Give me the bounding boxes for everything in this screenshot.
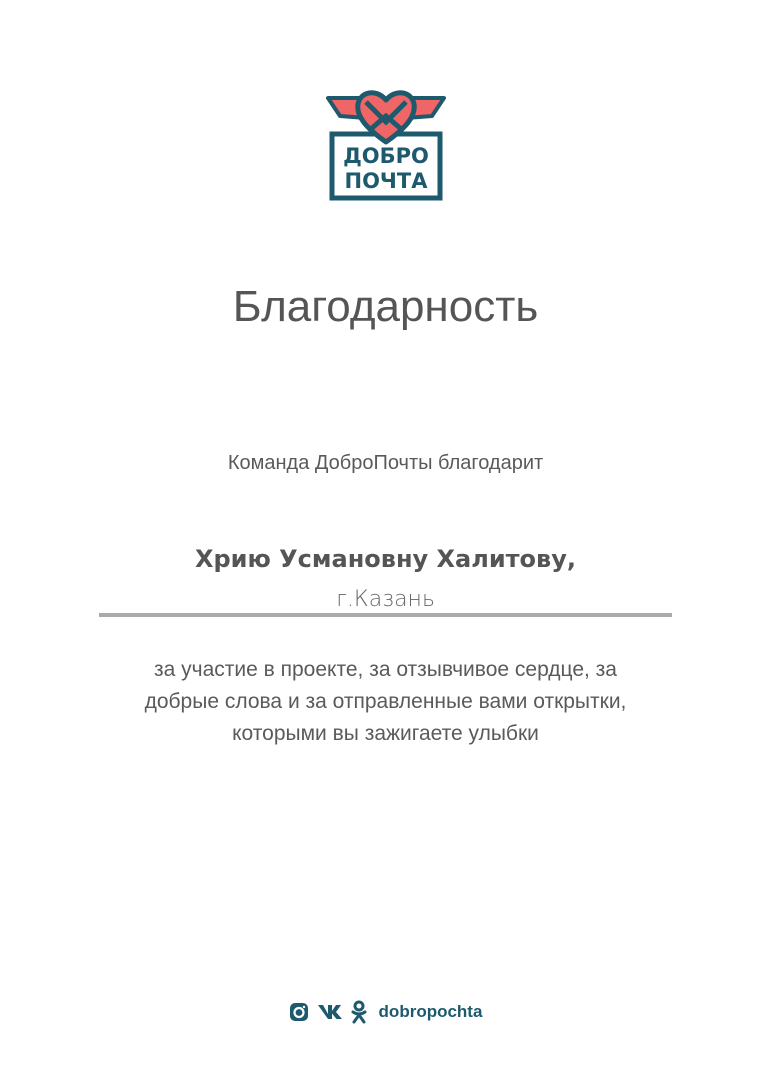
certificate-title: Благодарность [232,282,539,331]
logo-line-1: ДОБРО [343,144,429,168]
logo-line-2: ПОЧТА [344,169,428,193]
gratitude-line: добрые слова и за отправленные вами открытки, [144,690,627,713]
vk-icon [317,1003,343,1021]
odnoklassniki-icon [351,1000,367,1024]
divider-line [99,613,672,617]
recipient-name: Хрию Усмановну Халитову, [194,545,576,573]
social-handle: dobropochta [378,1002,483,1021]
recipient-city: г.Казань [336,587,435,612]
gratitude-line: за участие в проекте, за отзывчивое сердце, за [154,658,617,681]
gratitude-text [80,654,691,750]
instagram-icon [289,1002,309,1022]
gratitude-line: которыми вы зажигаете улыбки [232,722,539,745]
dobropochta-logo [326,86,446,202]
intro-text: Команда ДоброПочты благодарит [227,452,544,474]
social-footer [0,1000,771,1024]
